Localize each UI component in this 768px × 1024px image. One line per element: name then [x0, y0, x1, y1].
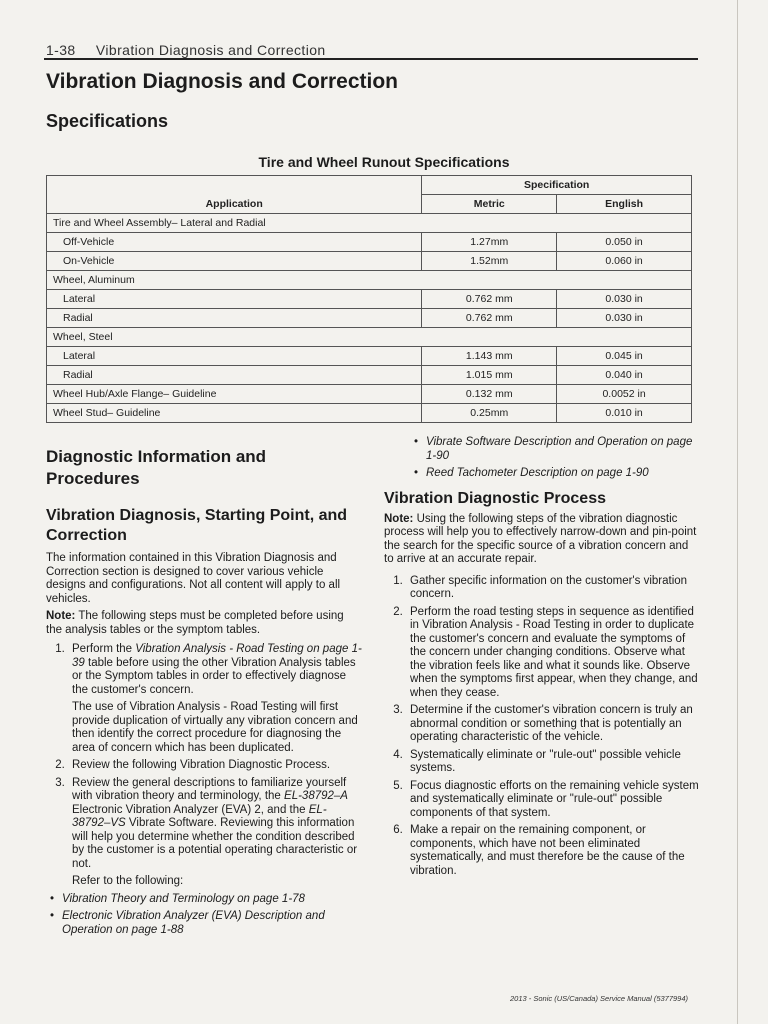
running-header-title: Vibration Diagnosis and Correction: [95, 42, 326, 58]
english-cell: 0.030 in: [557, 309, 692, 328]
road-testing-link[interactable]: Vibration Analysis - Road Testing on page 1-39: [72, 643, 362, 669]
running-header: [46, 42, 326, 58]
table-row: [47, 290, 692, 309]
list-item: 2. Perform the road testing steps in sequence as identified in Vibration Analysis - Road Testing in order to duplicate the customer's concern and evaluate the symptoms of the concern under changing conditions. Observe what the vibration feels like and what it sounds like. Observe when the symptoms first appear, when they change, and when they cease.: [406, 606, 700, 701]
note-text: Using the following steps of the vibration diagnostic process will help you to effectively narrow-down and pin-point the search for the specific source of a vibration concern and to arrive at an accurate repair.: [384, 512, 697, 565]
runout-spec-table: [46, 175, 692, 423]
step3-text-a: Review the general descriptions to familiarize yourself with vibration theory and terminology, the: [72, 776, 347, 802]
application-cell: Wheel Stud– Guideline: [47, 404, 422, 423]
list-item: 2. Review the following Vibration Diagnostic Process.: [68, 759, 362, 773]
section-title: Specifications: [46, 111, 169, 131]
english-cell: 0.010 in: [557, 404, 692, 423]
left-reference-list: [46, 893, 362, 938]
metric-cell: 0.132 mm: [422, 385, 557, 404]
application-cell: Wheel Hub/Axle Flange– Guideline: [47, 385, 422, 404]
step1-paragraph: The use of Vibration Analysis - Road Testing will first provide duplication of virtually any vibration concern and then identify the correct procedure for diagnosing the area of concern which has been duplicated.: [72, 701, 358, 754]
starting-point-heading: Vibration Diagnosis, Starting Point, and Correction: [46, 507, 348, 544]
table-group-label: Tire and Wheel Assembly– Lateral and Radial: [47, 214, 692, 233]
english-cell: 0.030 in: [557, 290, 692, 309]
process-note: [384, 513, 700, 567]
main-title: Vibration Diagnosis and Correction: [46, 70, 398, 93]
page-number: 1-38: [46, 42, 76, 58]
metric-cell: 1.143 mm: [422, 347, 557, 366]
note-label: Note:: [384, 512, 414, 525]
table-row: [47, 366, 692, 385]
note-text: The following steps must be completed before using the analysis tables or the symptom tables.: [46, 610, 344, 636]
step1-text-a: Perform the: [72, 643, 133, 655]
vs-tool-link[interactable]: EL-38792–VS: [72, 803, 327, 829]
table-group-label: Wheel, Steel: [47, 328, 692, 347]
metric-cell: 1.52mm: [422, 252, 557, 271]
table-row: [47, 347, 692, 366]
right-reference-list: [384, 436, 700, 481]
list-item: [68, 643, 362, 755]
table-row: [47, 328, 692, 347]
list-item[interactable]: • Vibrate Software Description and Operation on page 1-90: [414, 436, 693, 462]
diagnostic-process-heading: Vibration Diagnostic Process: [384, 489, 606, 507]
english-cell: 0.040 in: [557, 366, 692, 385]
header-english: English: [557, 195, 692, 214]
header-rule: [44, 58, 698, 60]
refer-text: Refer to the following:: [72, 875, 184, 887]
table-body: [47, 214, 692, 423]
table-row: [47, 271, 692, 290]
header-application: Application: [47, 176, 422, 214]
table-title: Tire and Wheel Runout Specifications: [258, 154, 510, 170]
table-row: [47, 214, 692, 233]
table-row: [47, 309, 692, 328]
table-row: [47, 252, 692, 271]
list-item[interactable]: • Vibration Theory and Terminology on page 1-78: [50, 892, 305, 905]
reference-link[interactable]: Electronic Vibration Analyzer (EVA) Description and Operation on page 1-88: [62, 910, 325, 936]
english-cell: 0.045 in: [557, 347, 692, 366]
metric-cell: 0.762 mm: [422, 309, 557, 328]
list-item: 3. Determine if the customer's vibration concern is truly an abnormal condition or something that is potentially an operating characteristic of the vehicle.: [406, 704, 700, 745]
list-item: 4. Systematically eliminate or "rule-out" possible vehicle systems.: [406, 749, 700, 776]
table-row: [47, 233, 692, 252]
list-item: 6. Make a repair on the remaining component, or components, which have not been eliminated systematically, and must therefore be the cause of the vibration.: [406, 824, 700, 878]
metric-cell: 1.015 mm: [422, 366, 557, 385]
right-column: [384, 436, 700, 882]
starting-steps: [46, 643, 362, 889]
english-cell: 0.060 in: [557, 252, 692, 271]
step3-text-b: Electronic Vibration Analyzer (EVA) 2, and the: [72, 803, 306, 816]
metric-cell: 1.27mm: [422, 233, 557, 252]
english-cell: 0.0052 in: [557, 385, 692, 404]
step1-text-b: table before using the other Vibration Analysis tables or the Symptom tables in order to effectively diagnose the customer's concern.: [72, 656, 356, 696]
application-cell: Radial: [47, 366, 422, 385]
header-specification: Specification: [422, 176, 692, 195]
reference-link[interactable]: Vibration Theory and Terminology on page 1-78: [62, 892, 305, 905]
step3-text-c: Vibrate Software. Reviewing this information will help you determine whether the condition described by the customer is a potential operating characteristic or not.: [72, 817, 358, 870]
english-cell: 0.050 in: [557, 233, 692, 252]
table-row: [47, 385, 692, 404]
application-cell: On-Vehicle: [47, 252, 422, 271]
diagnostic-heading: Diagnostic Information and Procedures: [46, 447, 267, 488]
list-item[interactable]: • Reed Tachometer Description on page 1-90: [414, 467, 649, 479]
table-row: [47, 404, 692, 423]
list-item[interactable]: • Electronic Vibration Analyzer (EVA) Description and Operation on page 1-88: [50, 910, 325, 936]
application-cell: Lateral: [47, 290, 422, 309]
header-metric: Metric: [422, 195, 557, 214]
list-item: 5. Focus diagnostic efforts on the remaining vehicle system and systematically eliminate or "rule-out" possible components of that system.: [406, 780, 700, 821]
footer: 2013 - Sonic (US/Canada) Service Manual (5377994): [510, 994, 689, 1003]
process-steps: [384, 575, 700, 879]
note-label: Note:: [46, 610, 76, 622]
note-paragraph: [46, 610, 362, 637]
list-item: [68, 777, 362, 889]
intro-paragraph: The information contained in this Vibration Diagnosis and Correction section is designed to cover various vehicle designs and configurations. Not all content will apply to all vehicles.: [46, 552, 341, 605]
reference-link[interactable]: Reed Tachometer Description on page 1-90: [426, 467, 649, 479]
list-item: 1. Gather specific information on the customer's vibration concern.: [406, 575, 700, 602]
application-cell: Off-Vehicle: [47, 233, 422, 252]
left-column: [46, 446, 362, 941]
reference-link[interactable]: Vibrate Software Description and Operation on page 1-90: [426, 436, 693, 462]
metric-cell: 0.762 mm: [422, 290, 557, 309]
application-cell: Radial: [47, 309, 422, 328]
application-cell: Lateral: [47, 347, 422, 366]
metric-cell: 0.25mm: [422, 404, 557, 423]
table-group-label: Wheel, Aluminum: [47, 271, 692, 290]
eva-tool-link[interactable]: EL-38792–A: [284, 790, 348, 802]
